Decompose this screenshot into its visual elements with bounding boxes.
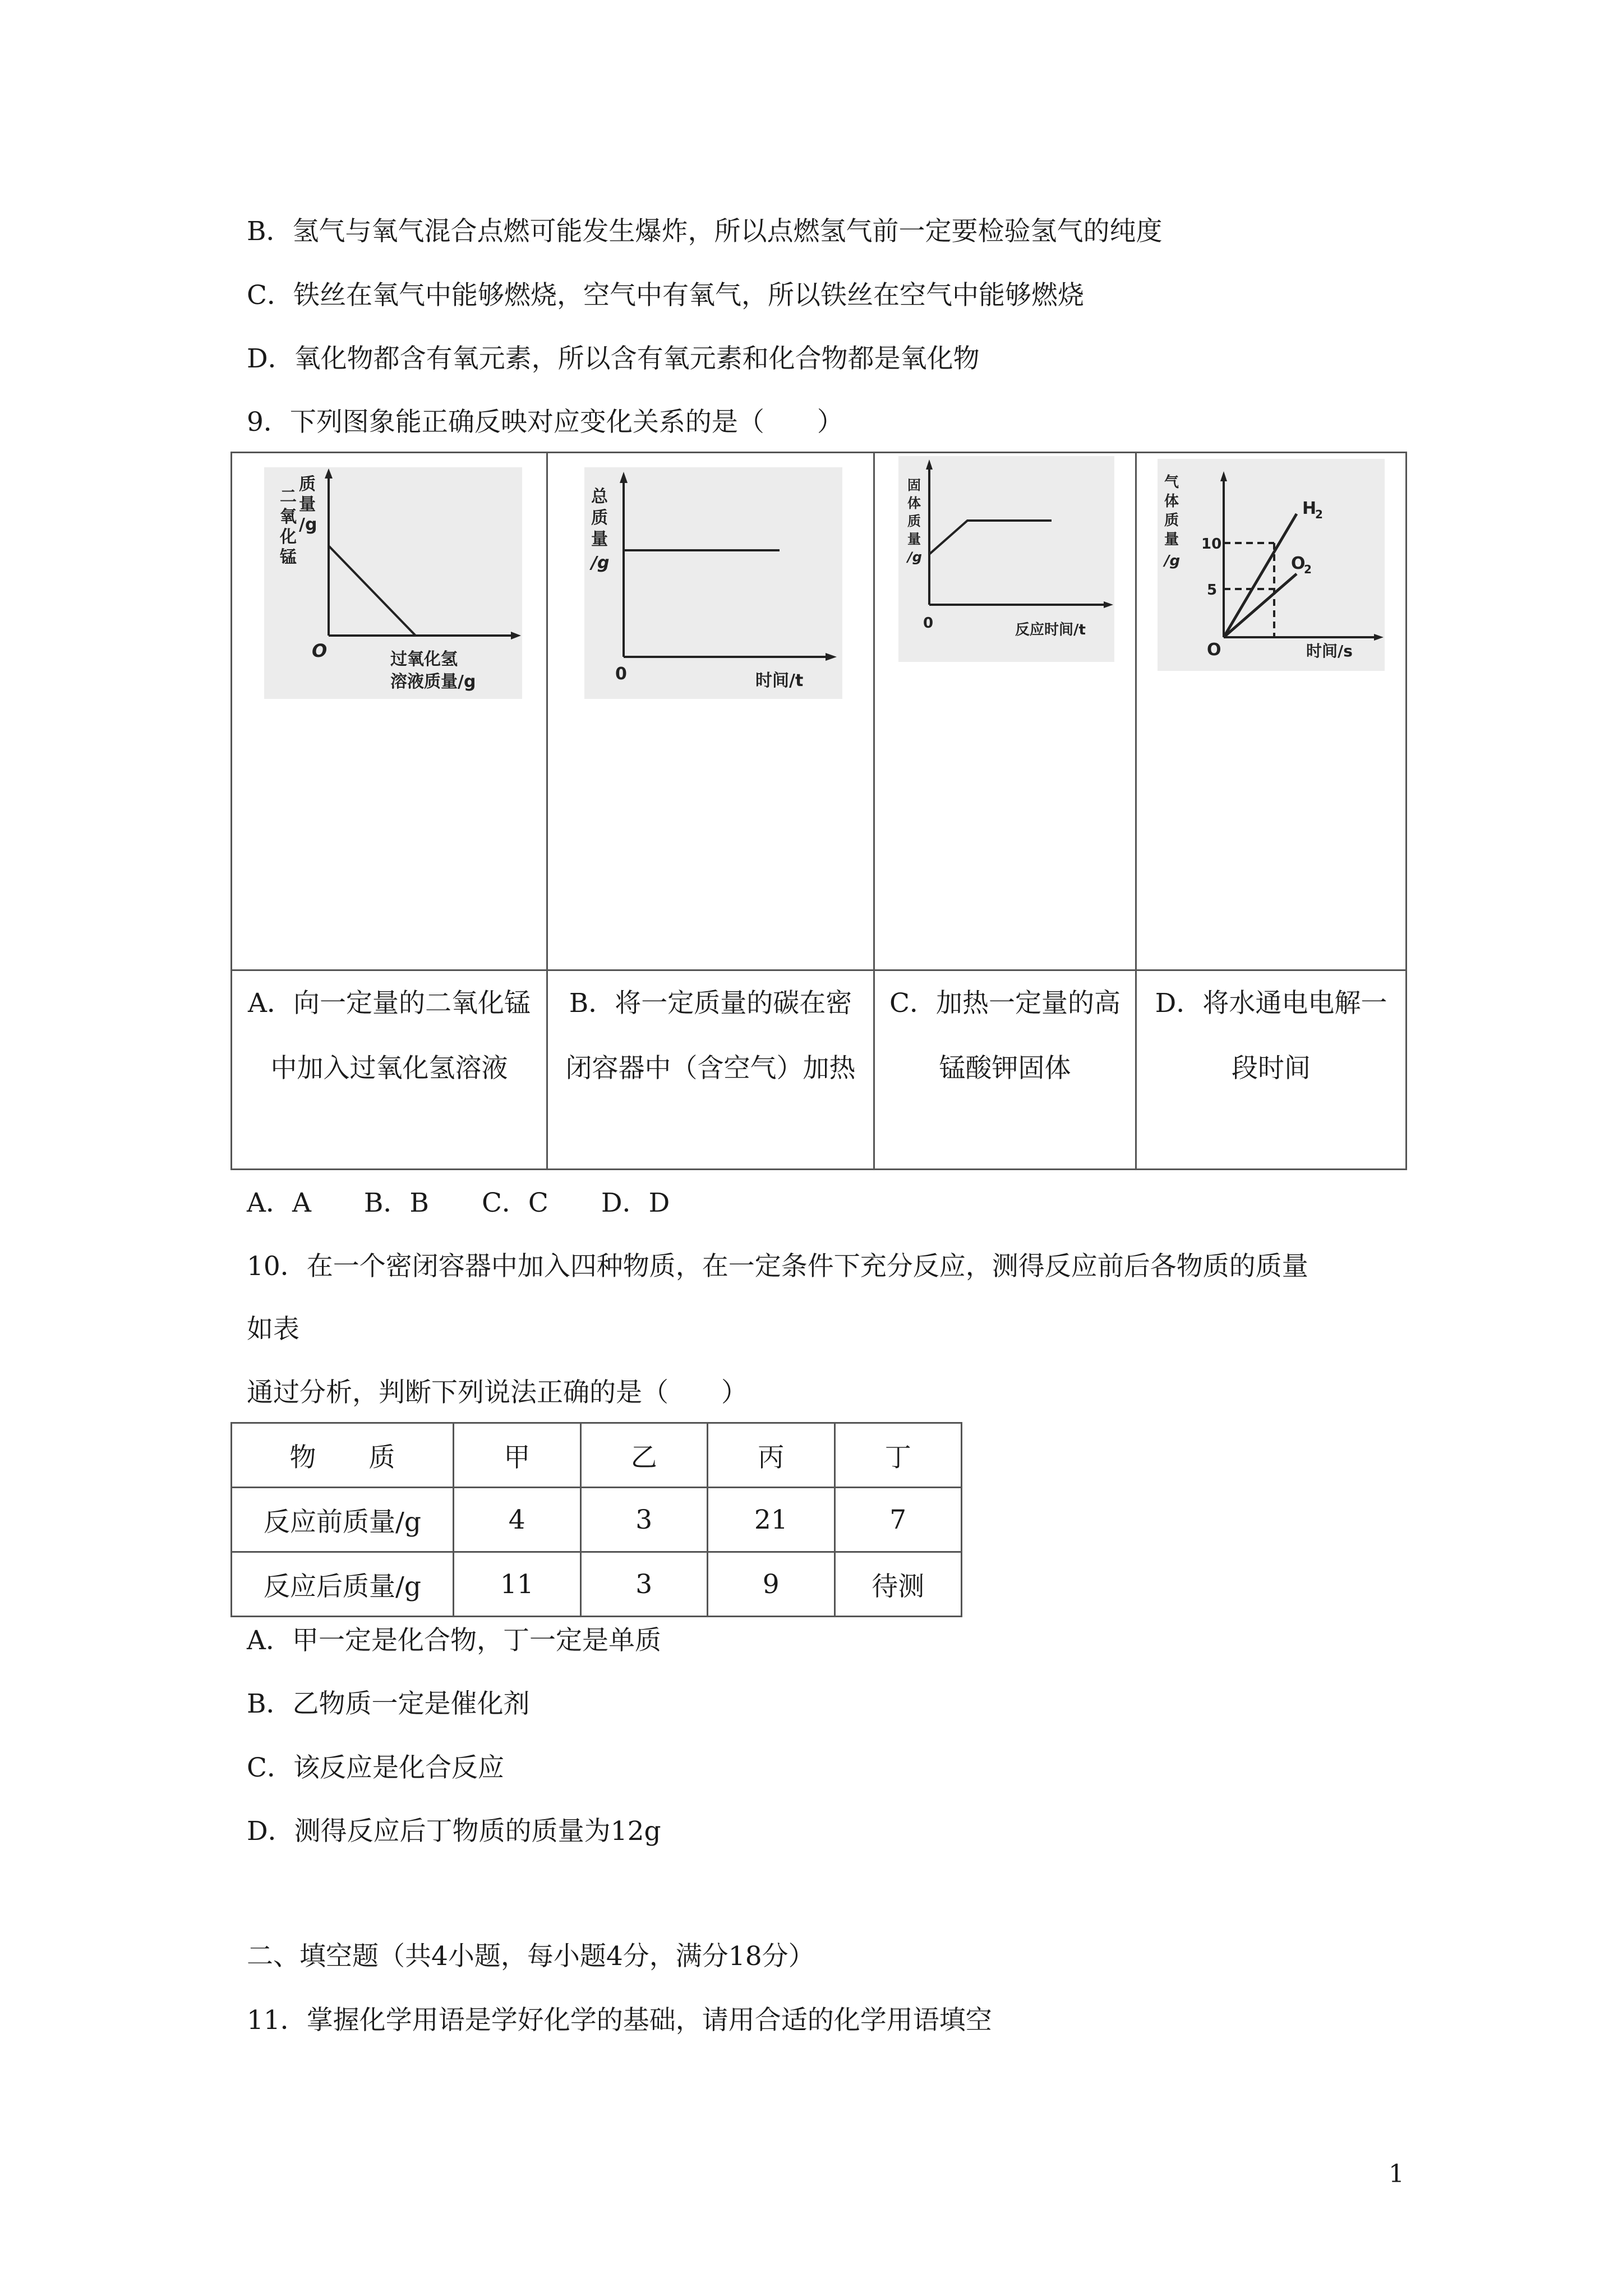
- q9-d-series-o2: [1224, 574, 1297, 637]
- q9-graph-cell-d: [1136, 453, 1407, 970]
- q10-option-a: A．甲一定是化合物，丁一定是单质: [247, 1625, 661, 1656]
- q10-option-b: B．乙物质一定是催化剂: [247, 1688, 530, 1719]
- q9-option-b: B．将一定质量的碳在密闭容器中（含空气）加热: [547, 970, 874, 1170]
- q8-option-c: C．铁丝在氧气中能够燃烧，空气中有氧气，所以铁丝在空气中能够燃烧: [247, 280, 1084, 311]
- q9-a-ylabel2-char: 量: [299, 495, 316, 514]
- q8-option-d: D．氧化物都含有氧元素，所以含有氧元素和化合物都是氧化物: [247, 343, 980, 374]
- q9-b-ylabel-char: 总: [591, 487, 608, 507]
- q10-stem-line2: 如表: [247, 1314, 299, 1345]
- q9-graph-cell-b: [547, 453, 874, 970]
- q9-a-ylabel2-char: 质: [299, 475, 316, 494]
- q10-table-cell: 反应后质量/g: [232, 1552, 454, 1617]
- q8-option-b: B．氢气与氧气混合点燃可能发生爆炸，所以点燃氢气前一定要检验氢气的纯度: [247, 216, 1163, 247]
- q9-graph-cell-a: [232, 453, 547, 970]
- q10-table-header-cell: 丁: [834, 1423, 962, 1488]
- q9-d-label-h2-sub: 2: [1315, 508, 1323, 521]
- q10-table-row: [232, 1552, 962, 1617]
- q9-d-origin: O: [1207, 640, 1221, 660]
- page-number: 1: [1389, 2160, 1404, 2188]
- q9-b-ylabel-char: 质: [591, 508, 608, 528]
- q9-c-xlabel: 反应时间/t: [1015, 622, 1086, 638]
- q9-graph-b: [584, 467, 842, 699]
- q10-table-cell: 4: [454, 1488, 581, 1552]
- q9-c-ylabel-char: 体: [907, 495, 921, 511]
- q9-a-ylabel-char: 化: [280, 527, 297, 547]
- q10-table-header-cell: 乙: [580, 1423, 708, 1488]
- q9-graph-d: [1158, 459, 1385, 671]
- q9-a-ylabel2-char: /g: [299, 515, 317, 535]
- q9-stem: 9．下列图象能正确反映对应变化关系的是（ ）: [247, 407, 843, 438]
- q10-table-header-cell: 甲: [454, 1423, 581, 1488]
- q9-d-tick-10: 10: [1201, 536, 1222, 553]
- q9-b-ylabel-char: 量: [591, 530, 608, 549]
- q11-stem: 11．掌握化学用语是学好化学的基础，请用合适的化学用语填空: [247, 2005, 992, 2036]
- q9-option-d: D．将水通电电解一段时间: [1136, 970, 1407, 1170]
- q9-a-ylabel-char: 氧: [280, 507, 297, 527]
- q9-choices: A．A B．B C．C D．D: [247, 1188, 670, 1218]
- q10-stem-line3: 通过分析，判断下列说法正确的是（ ）: [247, 1377, 748, 1408]
- q9-d-label-o2-sub: 2: [1304, 563, 1312, 576]
- q10-table-cell: 7: [834, 1488, 962, 1552]
- q9-a-xlabel-line2: 溶液质量/g: [390, 672, 476, 692]
- q10-table-cell: 3: [580, 1552, 708, 1617]
- q9-c-origin: 0: [923, 615, 934, 632]
- q10-table-cell: 待测: [834, 1552, 962, 1617]
- q10-option-d: D．测得反应后丁物质的质量为12g: [247, 1816, 661, 1847]
- q10-table-cell: 21: [708, 1488, 835, 1552]
- q10-table-cell: 9: [708, 1552, 835, 1617]
- q9-a-ylabel-char: 锰: [280, 547, 297, 567]
- q10-table-row: [232, 1488, 962, 1552]
- q9-c-ylabel-char: 量: [907, 531, 921, 547]
- q10-option-c: C．该反应是化合反应: [247, 1752, 504, 1783]
- q9-d-label-o2: O: [1291, 554, 1306, 573]
- q9-d-tick-5: 5: [1207, 582, 1218, 599]
- section-2-heading: 二、填空题（共4小题，每小题4分，满分18分）: [247, 1941, 815, 1972]
- q9-a-curve: [329, 546, 416, 636]
- q9-c-ylabel-char: /g: [907, 549, 922, 565]
- q9-d-xlabel: 时间/s: [1306, 642, 1353, 660]
- q9-a-ylabel-char: 二: [280, 487, 297, 507]
- q9-c-ylabel-char: 质: [907, 513, 921, 529]
- q9-graph-table: [230, 452, 1407, 1170]
- q9-c-ylabel-char: 固: [907, 477, 921, 493]
- q9-c-curve: [929, 521, 1052, 554]
- q9-option-a: A．向一定量的二氧化锰中加入过氧化氢溶液: [232, 970, 547, 1170]
- q10-table-header-cell: 物 质: [232, 1423, 454, 1488]
- q9-option-c: C．加热一定量的高锰酸钾固体: [874, 970, 1136, 1170]
- q9-graph-c: [898, 456, 1114, 662]
- q9-b-origin: 0: [615, 664, 627, 684]
- q9-graph-a: [264, 467, 522, 699]
- q10-data-table: [230, 1422, 962, 1617]
- q10-table-cell: 11: [454, 1552, 581, 1617]
- q10-stem-line1: 10．在一个密闭容器中加入四种物质，在一定条件下充分反应，测得反应前后各物质的质量: [247, 1251, 1308, 1282]
- q9-a-origin: O: [312, 640, 328, 661]
- q9-d-series-h2: [1224, 514, 1297, 637]
- q9-a-xlabel-line1: 过氧化氢: [390, 650, 458, 669]
- q9-b-xlabel: 时间/t: [755, 671, 804, 691]
- q9-graph-cell-c: [874, 453, 1136, 970]
- q10-table-cell: 反应前质量/g: [232, 1488, 454, 1552]
- q9-d-ylabel-char: 气: [1164, 474, 1179, 491]
- q9-d-ylabel-char: 体: [1164, 493, 1179, 510]
- q9-d-ylabel-char: 质: [1164, 512, 1179, 529]
- q9-b-ylabel-char: /g: [591, 553, 610, 573]
- q9-d-ylabel-char: 量: [1164, 531, 1179, 548]
- q9-d-ylabel-char: /g: [1164, 553, 1181, 569]
- q10-table-header-cell: 丙: [708, 1423, 835, 1488]
- q9-d-label-h2: H: [1302, 499, 1317, 518]
- q10-table-header-row: [232, 1423, 962, 1488]
- q10-table-cell: 3: [580, 1488, 708, 1552]
